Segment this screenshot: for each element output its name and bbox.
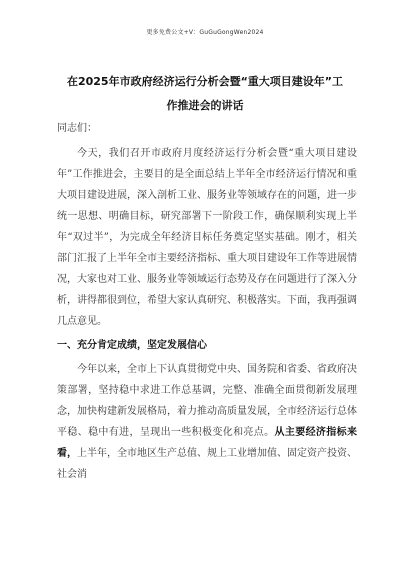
paragraph-achievements [57,359,357,485]
paragraph-achievements-emphasis: 从主要经济指标来看， [57,427,358,459]
header-note: 更多免费公文+V：GuGuGongWen2024 [146,29,264,36]
document-body [57,118,357,485]
paragraph-intro: 今天，我们召开市政府月度经济运行分析会暨“重大项目建设年”工作推进会，主要目的是全面总结上半年全市经济运行情况和重大项目建设进展，深入剖析工业、服务业等领域存在的问题，进一步统一思想、明确目标，研究部署下一阶段工作，确保顺利实现上半年“双过半”，为完成全年经济目标任务奠定坚实基础。刚才，相关部门汇报了上半年全市主要经济指标、重大项目建设年工作等进展情况，大家也对工业、服务业等领域运行态势及存在问题进行了深入分析，讲得都很到位，希望大家认真研究、积极落实。下面，我再强调几点意见。 [57,148,357,327]
section-heading-1: 一、充分肯定成绩，坚定发展信心 [57,340,207,351]
title-line-1: 在2025年市政府经济运行分析会暨“重大项目建设年”工 [66,75,344,88]
paragraph-achievements-start: 今年以来，全市上下认真贯彻党中央、国务院和省委、省政府决策部署，坚持稳中求进工作总基调，完整、准确全面贯彻新发展理念，加快构建新发展格局，着力推动高质量发展，全市经济运行总体平稳、稳中有进，呈现出一些积极变化和亮点。 [57,364,357,438]
paragraph-achievements-end: 上半年，全市地区生产总值、规上工业增加值、固定资产投资、社会消 [57,448,357,480]
salutation: 同志们： [57,123,97,134]
document-title [52,70,358,118]
title-line-2: 作推进会的讲话 [166,99,244,112]
